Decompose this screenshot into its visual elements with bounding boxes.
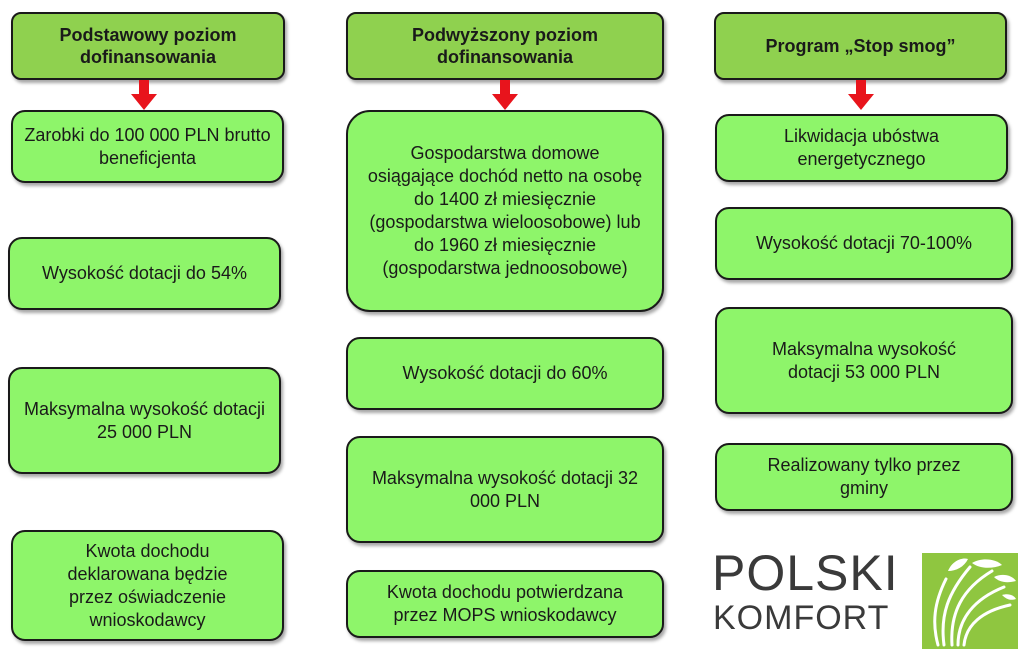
item-basic-rate: Wysokość dotacji do 54%: [8, 237, 281, 310]
item-basic-income: Zarobki do 100 000 PLN brutto beneficjenta: [11, 110, 284, 183]
item-increased-income: Gospodarstwa domowe osiągające dochód netto na osobę do 1400 zł miesięcznie (gospodarstwa wieloosobowe) lub do 1960 zł miesięcznie (gospodarstwa jednoosobowe): [346, 110, 664, 312]
logo-leaf-icon: [922, 553, 1018, 649]
arrow-down-icon: [131, 80, 157, 110]
arrow-down-icon: [848, 80, 874, 110]
logo-text-polski: POLSKI: [712, 545, 899, 601]
item-smog-max: Maksymalna wysokość dotacji 53 000 PLN: [715, 307, 1013, 414]
header-basic-level: Podstawowy poziom dofinansowania: [11, 12, 285, 80]
header-stop-smog: Program „Stop smog”: [714, 12, 1007, 80]
header-increased-level: Podwyższony poziom dofinansowania: [346, 12, 664, 80]
arrow-down-icon: [492, 80, 518, 110]
item-increased-max: Maksymalna wysokość dotacji 32 000 PLN: [346, 436, 664, 543]
logo-text-komfort: KOMFORT: [713, 599, 890, 637]
item-basic-declaration: Kwota dochodu deklarowana będzie przez oświadczenie wnioskodawcy: [11, 530, 284, 641]
item-smog-poverty: Likwidacja ubóstwa energetycznego: [715, 114, 1008, 182]
item-smog-rate: Wysokość dotacji 70-100%: [715, 207, 1013, 280]
item-smog-gminy: Realizowany tylko przez gminy: [715, 443, 1013, 511]
item-increased-rate: Wysokość dotacji do 60%: [346, 337, 664, 410]
item-increased-mops: Kwota dochodu potwierdzana przez MOPS wnioskodawcy: [346, 570, 664, 638]
item-basic-max: Maksymalna wysokość dotacji 25 000 PLN: [8, 367, 281, 474]
